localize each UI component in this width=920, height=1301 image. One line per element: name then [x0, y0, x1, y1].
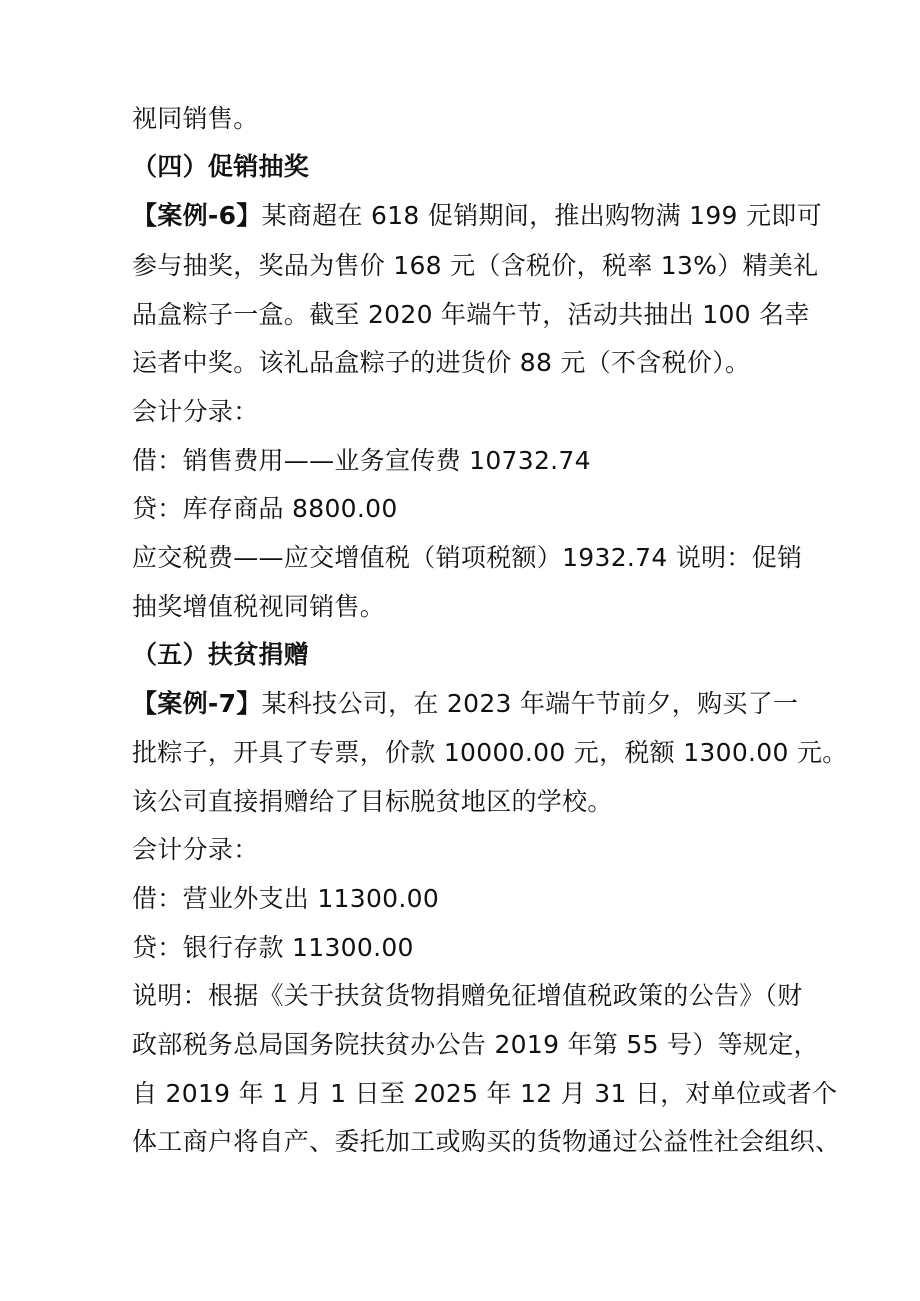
case-7-line-3: 该公司直接捐赠给了目标脱贫地区的学校。	[132, 787, 613, 816]
credit-entry-2: 应交税费——应交增值税（销项税额）1932.74 说明：促销	[132, 543, 803, 572]
section-heading-4: （四）促销抽奖	[132, 152, 310, 181]
case-7-line-2: 批粽子，开具了专票，价款 10000.00 元，税额 1300.00 元。	[132, 738, 848, 767]
case-7-line-1	[132, 688, 798, 720]
case-7-text: 某科技公司，在 2023 年端午节前夕，购买了一	[261, 689, 799, 718]
case-6-label: 【案例-6】	[132, 201, 262, 230]
entries-title: 会计分录：	[132, 397, 259, 426]
case-6-line-2: 参与抽奖，奖品为售价 168 元（含税价，税率 13%）精美礼	[132, 251, 819, 280]
debit-entry: 借：营业外支出 11300.00	[132, 884, 440, 913]
case-7-label: 【案例-7】	[132, 689, 262, 718]
explanation-line-2: 政部税务总局国务院扶贫办公告 2019 年第 55 号）等规定，	[132, 1030, 819, 1059]
case-6-text: 某商超在 618 促销期间，推出购物满 199 元即可	[261, 201, 822, 230]
explanation-line-3: 自 2019 年 1 月 1 日至 2025 年 12 月 31 日，对单位或者个	[132, 1079, 838, 1108]
note-continuation: 抽奖增值税视同销售。	[132, 592, 386, 621]
explanation-line-4: 体工商户将自产、委托加工或购买的货物通过公益性社会组织、	[132, 1127, 841, 1156]
credit-entry: 贷：库存商品 8800.00	[132, 494, 398, 523]
credit-entry: 贷：银行存款 11300.00	[132, 933, 414, 962]
entries-title: 会计分录：	[132, 835, 259, 864]
explanation-line-1: 说明：根据《关于扶贫货物捐赠免征增值税政策的公告》（财	[132, 981, 803, 1010]
case-6-line-4: 运者中奖。该礼品盒粽子的进货价 88 元（不含税价）。	[132, 348, 751, 377]
text-line: 视同销售。	[132, 104, 259, 133]
debit-entry: 借：销售费用——业务宣传费 10732.74	[132, 446, 591, 475]
case-6-line-3: 品盒粽子一盒。截至 2020 年端午节，活动共抽出 100 名幸	[132, 300, 810, 329]
case-6-line-1	[132, 200, 822, 232]
section-heading-5: （五）扶贫捐赠	[132, 640, 310, 669]
